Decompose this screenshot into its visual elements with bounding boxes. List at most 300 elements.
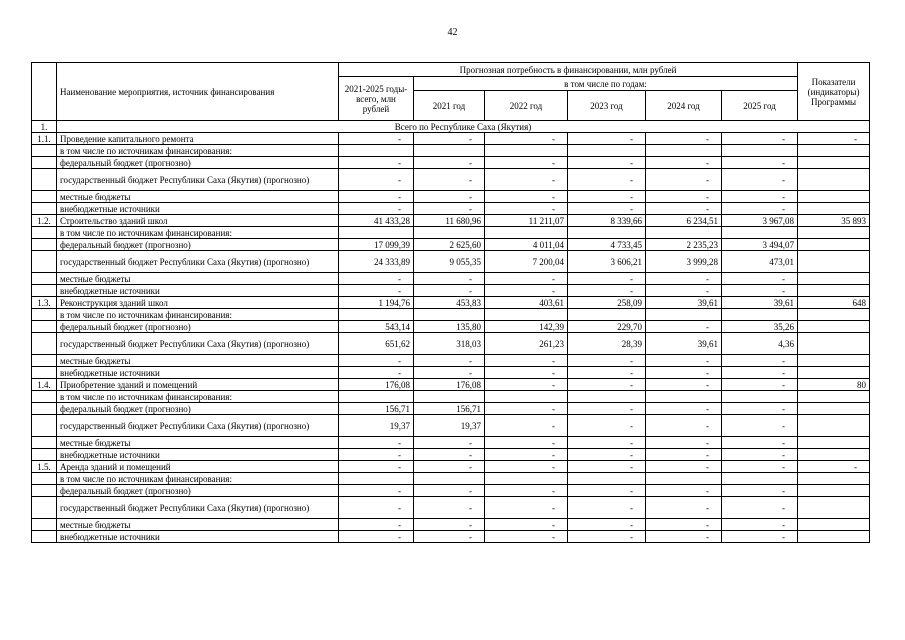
row-year-2025: 35,26 [722, 321, 798, 333]
header-forecast: Прогнозная потребность в финансировании, млн рублей [339, 63, 798, 77]
row-year-2023: - [568, 531, 646, 543]
row-number: 1.2. [32, 215, 57, 227]
row-year-2025: - [722, 133, 798, 145]
row-indicator: - [798, 461, 870, 473]
row-year-2024: - [646, 531, 722, 543]
row-year-2021: - [414, 485, 485, 497]
row-name: местные бюджеты [57, 191, 339, 203]
table-row [32, 273, 870, 285]
row-year-2022: 11 211,07 [485, 215, 568, 227]
row-name: внебюджетные источники [57, 285, 339, 297]
row-total: - [339, 273, 414, 285]
row-total [339, 145, 414, 157]
row-indicator: 80 [798, 379, 870, 391]
row-number [32, 191, 57, 203]
row-year-2021: 11 680,96 [414, 215, 485, 227]
row-year-2024: - [646, 321, 722, 333]
table-row [32, 355, 870, 367]
row-year-2025: - [722, 415, 798, 437]
row-year-2021 [414, 309, 485, 321]
row-year-2021: - [414, 437, 485, 449]
section-row [32, 121, 870, 133]
row-number [32, 367, 57, 379]
table-row [32, 169, 870, 191]
row-year-2025: - [722, 157, 798, 169]
row-year-2024: 3 999,28 [646, 251, 722, 273]
row-name: в том числе по источникам финансирования: [57, 227, 339, 239]
row-year-2024: - [646, 367, 722, 379]
row-year-2022: - [485, 133, 568, 145]
row-indicator [798, 157, 870, 169]
row-year-2025: - [722, 355, 798, 367]
row-name: Аренда зданий и помещений [57, 461, 339, 473]
row-name: местные бюджеты [57, 273, 339, 285]
row-year-2022: - [485, 403, 568, 415]
row-year-2022: - [485, 497, 568, 519]
row-year-2024: - [646, 519, 722, 531]
table-row [32, 191, 870, 203]
row-name: местные бюджеты [57, 519, 339, 531]
row-year-2022: 261,23 [485, 333, 568, 355]
row-year-2024: - [646, 449, 722, 461]
row-year-2024 [646, 145, 722, 157]
row-year-2023: - [568, 461, 646, 473]
table-row [32, 239, 870, 251]
table-row [32, 251, 870, 273]
table-header [32, 63, 870, 121]
header-year-2023: 2023 год [568, 91, 646, 121]
row-name: государственный бюджет Республики Саха (Якутия) (прогнозно) [57, 415, 339, 437]
table-row [32, 309, 870, 321]
row-year-2025: - [722, 285, 798, 297]
row-year-2024 [646, 391, 722, 403]
row-indicator [798, 473, 870, 485]
row-year-2022: - [485, 285, 568, 297]
row-indicator [798, 203, 870, 215]
row-indicator [798, 191, 870, 203]
row-year-2023: 3 606,21 [568, 251, 646, 273]
table-row [32, 285, 870, 297]
row-year-2023: - [568, 191, 646, 203]
row-number: 1.5. [32, 461, 57, 473]
financing-table [31, 62, 870, 543]
row-indicator [798, 285, 870, 297]
table-row [32, 133, 870, 145]
row-number [32, 333, 57, 355]
header-year-2022: 2022 год [485, 91, 568, 121]
row-year-2022 [485, 391, 568, 403]
row-name: Реконструкция зданий школ [57, 297, 339, 309]
row-year-2025: 3 967,08 [722, 215, 798, 227]
row-year-2021: - [414, 519, 485, 531]
row-indicator [798, 355, 870, 367]
table-body [32, 121, 870, 543]
row-year-2021: 2 625,60 [414, 239, 485, 251]
row-year-2022: - [485, 355, 568, 367]
row-year-2023: 8 339,66 [568, 215, 646, 227]
table-row [32, 215, 870, 227]
row-year-2021: 19,37 [414, 415, 485, 437]
row-number [32, 449, 57, 461]
row-year-2024: 39,61 [646, 297, 722, 309]
page-number: 42 [447, 27, 458, 38]
row-year-2021: 453,83 [414, 297, 485, 309]
row-number [32, 145, 57, 157]
row-year-2021: - [414, 191, 485, 203]
header-year-2021: 2021 год [414, 91, 485, 121]
row-year-2024 [646, 473, 722, 485]
row-year-2022 [485, 145, 568, 157]
row-number [32, 321, 57, 333]
table-row [32, 297, 870, 309]
row-indicator [798, 239, 870, 251]
row-year-2023: - [568, 485, 646, 497]
row-year-2022 [485, 227, 568, 239]
row-year-2025: - [722, 169, 798, 191]
row-year-2021: 318,03 [414, 333, 485, 355]
row-number [32, 391, 57, 403]
row-number [32, 157, 57, 169]
row-total [339, 309, 414, 321]
table-row [32, 321, 870, 333]
row-year-2025: - [722, 519, 798, 531]
row-name: федеральный бюджет (прогнозно) [57, 321, 339, 333]
row-year-2023: - [568, 519, 646, 531]
row-number [32, 203, 57, 215]
row-year-2025: - [722, 485, 798, 497]
row-year-2021 [414, 473, 485, 485]
table-row [32, 145, 870, 157]
row-year-2023: 4 733,45 [568, 239, 646, 251]
row-year-2021: - [414, 355, 485, 367]
row-indicator [798, 449, 870, 461]
row-number [32, 485, 57, 497]
row-year-2023: - [568, 157, 646, 169]
table-row [32, 531, 870, 543]
row-year-2025: 473,01 [722, 251, 798, 273]
row-number: 1.3. [32, 297, 57, 309]
row-year-2021 [414, 145, 485, 157]
row-year-2025: - [722, 437, 798, 449]
row-number [32, 355, 57, 367]
row-number [32, 169, 57, 191]
row-year-2022: - [485, 169, 568, 191]
table-row [32, 415, 870, 437]
row-year-2024: - [646, 285, 722, 297]
row-year-2022: 403,61 [485, 297, 568, 309]
row-name: в том числе по источникам финансирования: [57, 391, 339, 403]
row-total: 176,08 [339, 379, 414, 391]
row-total [339, 391, 414, 403]
row-year-2022: - [485, 449, 568, 461]
row-year-2024: - [646, 497, 722, 519]
row-year-2024: 2 235,23 [646, 239, 722, 251]
row-year-2021: - [414, 497, 485, 519]
row-year-2022: - [485, 437, 568, 449]
row-year-2022: 7 200,04 [485, 251, 568, 273]
row-year-2023: - [568, 169, 646, 191]
row-year-2023: - [568, 367, 646, 379]
table-row [32, 227, 870, 239]
row-name: федеральный бюджет (прогнозно) [57, 157, 339, 169]
row-indicator [798, 403, 870, 415]
row-name: государственный бюджет Республики Саха (Якутия) (прогнозно) [57, 251, 339, 273]
row-number [32, 273, 57, 285]
row-year-2023: - [568, 437, 646, 449]
row-year-2024: - [646, 133, 722, 145]
row-name: Строительство зданий школ [57, 215, 339, 227]
row-year-2024 [646, 227, 722, 239]
row-name: местные бюджеты [57, 437, 339, 449]
row-total [339, 473, 414, 485]
row-year-2022: - [485, 519, 568, 531]
row-year-2023: - [568, 497, 646, 519]
row-year-2025: - [722, 531, 798, 543]
row-year-2023: - [568, 449, 646, 461]
row-year-2023: - [568, 203, 646, 215]
row-year-2021: - [414, 273, 485, 285]
table-row [32, 391, 870, 403]
row-total: - [339, 133, 414, 145]
row-name: в том числе по источникам финансирования: [57, 145, 339, 157]
row-year-2021: - [414, 133, 485, 145]
row-year-2021: - [414, 531, 485, 543]
row-number [32, 519, 57, 531]
row-year-2021: 156,71 [414, 403, 485, 415]
table-row [32, 437, 870, 449]
row-name: внебюджетные источники [57, 367, 339, 379]
row-year-2022: 4 011,04 [485, 239, 568, 251]
row-year-2024: - [646, 157, 722, 169]
row-year-2025: - [722, 461, 798, 473]
row-name: федеральный бюджет (прогнозно) [57, 403, 339, 415]
row-total: - [339, 285, 414, 297]
row-number [32, 531, 57, 543]
row-year-2025: - [722, 497, 798, 519]
row-year-2023: - [568, 415, 646, 437]
row-total: - [339, 485, 414, 497]
row-year-2021: - [414, 449, 485, 461]
table-row [32, 449, 870, 461]
table-row [32, 203, 870, 215]
header-year-2025: 2025 год [722, 91, 798, 121]
row-name: внебюджетные источники [57, 449, 339, 461]
row-total: 19,37 [339, 415, 414, 437]
row-indicator [798, 251, 870, 273]
header-num-cell [32, 63, 57, 121]
row-year-2023 [568, 309, 646, 321]
row-number: 1.1. [32, 133, 57, 145]
row-indicator [798, 437, 870, 449]
row-year-2023: 229,70 [568, 321, 646, 333]
row-total: 24 333,89 [339, 251, 414, 273]
header-indicators: Показатели (индикаторы) Программы [798, 63, 870, 121]
row-total: - [339, 203, 414, 215]
row-year-2022: - [485, 273, 568, 285]
row-year-2024: - [646, 191, 722, 203]
row-name: Проведение капитального ремонта [57, 133, 339, 145]
row-name: федеральный бюджет (прогнозно) [57, 485, 339, 497]
header-by-years: в том числе по годам: [414, 77, 798, 91]
row-year-2025: - [722, 273, 798, 285]
section-title: Всего по Республике Саха (Якутия) [57, 121, 870, 133]
row-year-2024: - [646, 415, 722, 437]
row-year-2021: - [414, 157, 485, 169]
row-year-2023 [568, 145, 646, 157]
row-total: 651,62 [339, 333, 414, 355]
row-name: внебюджетные источники [57, 203, 339, 215]
row-total: - [339, 169, 414, 191]
row-year-2022: - [485, 415, 568, 437]
row-year-2025: - [722, 203, 798, 215]
row-year-2024: - [646, 379, 722, 391]
row-year-2022: - [485, 461, 568, 473]
header-year-2024: 2024 год [646, 91, 722, 121]
row-number [32, 437, 57, 449]
row-year-2021: - [414, 285, 485, 297]
row-indicator [798, 531, 870, 543]
row-total: 543,14 [339, 321, 414, 333]
row-year-2024: - [646, 355, 722, 367]
row-year-2025 [722, 309, 798, 321]
row-year-2023: 258,09 [568, 297, 646, 309]
row-year-2021 [414, 227, 485, 239]
table-row [32, 461, 870, 473]
row-year-2023: - [568, 355, 646, 367]
row-year-2025 [722, 473, 798, 485]
row-year-2022: - [485, 531, 568, 543]
row-year-2025 [722, 391, 798, 403]
table-row [32, 367, 870, 379]
row-year-2024: - [646, 461, 722, 473]
row-total: - [339, 367, 414, 379]
row-year-2024 [646, 309, 722, 321]
row-year-2023 [568, 227, 646, 239]
row-number [32, 497, 57, 519]
row-year-2021 [414, 391, 485, 403]
row-total: - [339, 191, 414, 203]
header-name: Наименование мероприятия, источник финансирования [57, 63, 339, 121]
row-year-2024: - [646, 437, 722, 449]
row-year-2025: - [722, 191, 798, 203]
row-number [32, 285, 57, 297]
table-row [32, 497, 870, 519]
row-total: 156,71 [339, 403, 414, 415]
row-name: в том числе по источникам финансирования: [57, 473, 339, 485]
row-year-2023: - [568, 379, 646, 391]
row-name: в том числе по источникам финансирования: [57, 309, 339, 321]
row-year-2025: - [722, 449, 798, 461]
row-indicator [798, 169, 870, 191]
row-name: внебюджетные источники [57, 531, 339, 543]
row-number [32, 473, 57, 485]
table-row [32, 333, 870, 355]
row-indicator [798, 485, 870, 497]
row-total: 1 194,76 [339, 297, 414, 309]
row-year-2025: 39,61 [722, 297, 798, 309]
row-total: - [339, 497, 414, 519]
row-year-2023: - [568, 285, 646, 297]
row-name: государственный бюджет Республики Саха (Якутия) (прогнозно) [57, 333, 339, 355]
row-year-2021: - [414, 461, 485, 473]
row-indicator: 35 893 [798, 215, 870, 227]
row-year-2024: - [646, 169, 722, 191]
row-number [32, 227, 57, 239]
row-year-2024: - [646, 273, 722, 285]
row-year-2022: 142,39 [485, 321, 568, 333]
row-total: 17 099,39 [339, 239, 414, 251]
row-year-2025: - [722, 403, 798, 415]
row-number [32, 309, 57, 321]
row-year-2023 [568, 473, 646, 485]
row-year-2024: - [646, 203, 722, 215]
table-row [32, 379, 870, 391]
row-name: государственный бюджет Республики Саха (Якутия) (прогнозно) [57, 497, 339, 519]
row-year-2025: - [722, 379, 798, 391]
row-year-2023: 28,39 [568, 333, 646, 355]
row-year-2022 [485, 309, 568, 321]
row-year-2022 [485, 473, 568, 485]
row-total: - [339, 449, 414, 461]
row-total: - [339, 437, 414, 449]
row-name: государственный бюджет Республики Саха (Якутия) (прогнозно) [57, 169, 339, 191]
row-number: 1.4. [32, 379, 57, 391]
row-year-2022: - [485, 203, 568, 215]
section-number: 1. [32, 121, 57, 133]
row-number [32, 415, 57, 437]
row-indicator [798, 273, 870, 285]
row-total: - [339, 355, 414, 367]
row-indicator [798, 227, 870, 239]
row-year-2022: - [485, 191, 568, 203]
row-indicator: 648 [798, 297, 870, 309]
row-year-2023: - [568, 403, 646, 415]
row-year-2024: - [646, 485, 722, 497]
row-year-2025 [722, 227, 798, 239]
row-total: - [339, 519, 414, 531]
row-indicator [798, 321, 870, 333]
row-indicator [798, 333, 870, 355]
row-total: 41 433,28 [339, 215, 414, 227]
row-indicator [798, 145, 870, 157]
header-total: 2021-2025 годы- всего, млн рублей [339, 77, 414, 121]
row-year-2022: - [485, 367, 568, 379]
row-year-2025 [722, 145, 798, 157]
row-indicator [798, 415, 870, 437]
row-year-2021: - [414, 203, 485, 215]
row-year-2025: 3 494,07 [722, 239, 798, 251]
row-year-2021: - [414, 367, 485, 379]
row-total: - [339, 531, 414, 543]
row-year-2021: - [414, 169, 485, 191]
row-name: федеральный бюджет (прогнозно) [57, 239, 339, 251]
row-number [32, 251, 57, 273]
row-year-2021: 9 055,35 [414, 251, 485, 273]
row-number [32, 403, 57, 415]
row-year-2021: 176,08 [414, 379, 485, 391]
row-year-2025: - [722, 367, 798, 379]
table-row [32, 519, 870, 531]
row-indicator [798, 391, 870, 403]
row-year-2023: - [568, 133, 646, 145]
row-year-2021: 135,80 [414, 321, 485, 333]
row-indicator [798, 497, 870, 519]
row-year-2024: 6 234,51 [646, 215, 722, 227]
row-indicator [798, 519, 870, 531]
row-indicator: - [798, 133, 870, 145]
row-year-2022: - [485, 485, 568, 497]
table-row [32, 473, 870, 485]
